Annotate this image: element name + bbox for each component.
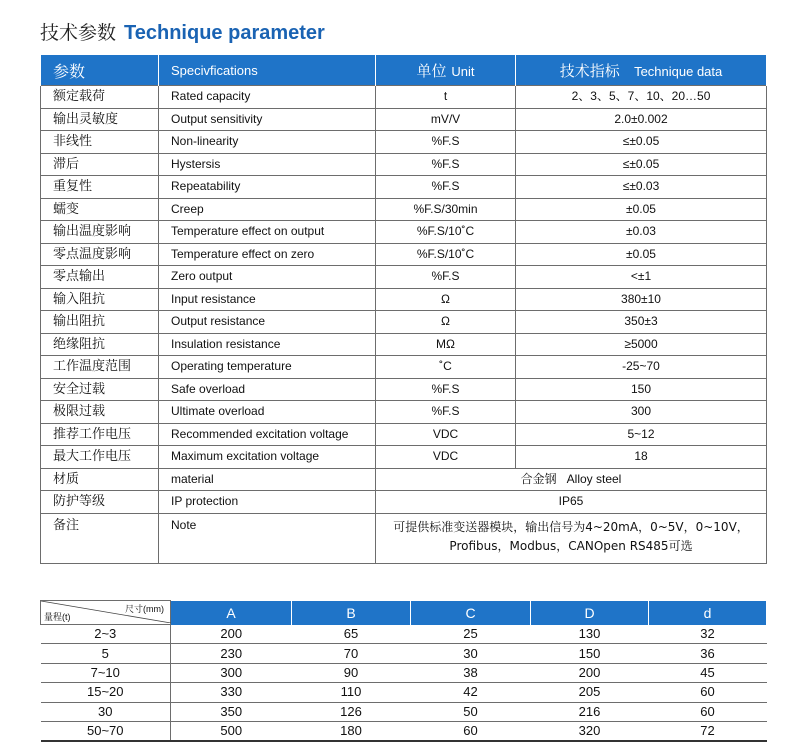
dim-value-cell: 70 — [292, 644, 411, 663]
dim-value-cell: 42 — [411, 683, 531, 702]
param-en: Non-linearity — [159, 131, 376, 154]
dim-row — [41, 721, 767, 741]
param-value: ≤±0.05 — [516, 153, 767, 176]
dim-value-cell: 45 — [649, 663, 767, 682]
param-cn: 材质 — [41, 468, 159, 491]
param-cn: 蠕变 — [41, 198, 159, 221]
param-cn: 输出阻抗 — [41, 311, 159, 334]
dim-corner-cell — [41, 601, 171, 625]
dim-value-cell: 216 — [531, 702, 649, 721]
dim-row — [41, 625, 767, 644]
param-en: IP protection — [159, 491, 376, 514]
dim-value-cell: 72 — [649, 721, 767, 741]
param-value: ±0.05 — [516, 198, 767, 221]
dim-value-cell: 36 — [649, 644, 767, 663]
dim-range-cell: 5 — [41, 644, 171, 663]
note-text: 可提供标准变送器模块，输出信号为4~20mA，0~5V，0~10V， Profibus，Modbus，CANOpen RS485可选 — [376, 513, 767, 563]
dim-value-cell: 200 — [531, 663, 649, 682]
dim-value-cell: 300 — [171, 663, 292, 682]
spec-row — [41, 288, 767, 311]
spec-row — [41, 378, 767, 401]
param-value: 350±3 — [516, 311, 767, 334]
param-value: 18 — [516, 446, 767, 469]
param-value: 150 — [516, 378, 767, 401]
param-cn: 推荐工作电压 — [41, 423, 159, 446]
param-cn: 重复性 — [41, 176, 159, 199]
param-value: ±0.03 — [516, 221, 767, 244]
param-value: 2、3、5、7、10、20…50 — [516, 86, 767, 109]
param-unit: %F.S — [376, 401, 516, 424]
dim-value-cell: 320 — [531, 721, 649, 741]
param-en: Safe overload — [159, 378, 376, 401]
param-unit: Ω — [376, 288, 516, 311]
param-unit: VDC — [376, 446, 516, 469]
spec-row — [41, 446, 767, 469]
param-unit: %F.S — [376, 131, 516, 154]
dim-value-cell: 50 — [411, 702, 531, 721]
param-cn: 输出灵敏度 — [41, 108, 159, 131]
dim-value-cell: 350 — [171, 702, 292, 721]
param-unit: %F.S — [376, 378, 516, 401]
param-cn: 输出温度影响 — [41, 221, 159, 244]
dim-row — [41, 663, 767, 682]
dim-row — [41, 644, 767, 663]
param-en: Output resistance — [159, 311, 376, 334]
param-value: ≤±0.03 — [516, 176, 767, 199]
param-cn: 极限过载 — [41, 401, 159, 424]
param-en: Ultimate overload — [159, 401, 376, 424]
dim-value-cell: 200 — [171, 625, 292, 644]
param-cn: 零点温度影响 — [41, 243, 159, 266]
param-cn: 非线性 — [41, 131, 159, 154]
param-unit: VDC — [376, 423, 516, 446]
header-param: 参数 — [41, 55, 159, 86]
param-cn: 工作温度范围 — [41, 356, 159, 379]
spec-row — [41, 401, 767, 424]
param-cn: 安全过载 — [41, 378, 159, 401]
header-unit: 单位 Unit — [376, 55, 516, 86]
param-en: material — [159, 468, 376, 491]
param-cn: 零点输出 — [41, 266, 159, 289]
param-value: 合金钢 Alloy steel — [376, 468, 767, 491]
dim-range-cell: 50~70 — [41, 721, 171, 741]
param-value: ≥5000 — [516, 333, 767, 356]
dim-range-cell: 15~20 — [41, 683, 171, 702]
spec-row — [41, 243, 767, 266]
dim-value-cell: 205 — [531, 683, 649, 702]
dim-value-cell: 60 — [411, 721, 531, 741]
dim-value-cell: 330 — [171, 683, 292, 702]
param-cn: 备注 — [41, 513, 159, 563]
dim-row — [41, 683, 767, 702]
param-unit: %F.S/10˚C — [376, 243, 516, 266]
param-en: Rated capacity — [159, 86, 376, 109]
param-cn: 输入阻抗 — [41, 288, 159, 311]
param-cn: 防护等级 — [41, 491, 159, 514]
dim-header-row — [41, 601, 767, 625]
param-value: ±0.05 — [516, 243, 767, 266]
spec-row — [41, 356, 767, 379]
dim-value-cell: 60 — [649, 702, 767, 721]
param-en: Input resistance — [159, 288, 376, 311]
spec-row — [41, 311, 767, 334]
param-unit: %F.S — [376, 266, 516, 289]
dim-range-cell: 2~3 — [41, 625, 171, 644]
param-unit: ˚C — [376, 356, 516, 379]
param-unit: %F.S — [376, 176, 516, 199]
param-unit: %F.S/10˚C — [376, 221, 516, 244]
dim-value-cell: 32 — [649, 625, 767, 644]
spec-row — [41, 221, 767, 244]
spec-row — [41, 266, 767, 289]
dim-value-cell: 126 — [292, 702, 411, 721]
corner-range-label: 量程(t) — [44, 612, 71, 622]
param-unit: mV/V — [376, 108, 516, 131]
title-cn: 技术参数 — [40, 22, 117, 44]
param-unit: t — [376, 86, 516, 109]
dim-value-cell: 30 — [411, 644, 531, 663]
header-data: 技术指标 Technique data — [516, 55, 767, 86]
param-cn: 滞后 — [41, 153, 159, 176]
param-unit: Ω — [376, 311, 516, 334]
dim-value-cell: 38 — [411, 663, 531, 682]
corner-size-label: 尺寸(mm) — [125, 604, 164, 614]
param-value: <±1 — [516, 266, 767, 289]
dim-col-header: D — [531, 601, 649, 625]
dim-value-cell: 150 — [531, 644, 649, 663]
param-en: Hystersis — [159, 153, 376, 176]
header-specs: Specivfications — [159, 55, 376, 86]
param-cn: 绝缘阻抗 — [41, 333, 159, 356]
dim-value-cell: 60 — [649, 683, 767, 702]
param-en: Creep — [159, 198, 376, 221]
param-value: ≤±0.05 — [516, 131, 767, 154]
dim-value-cell: 90 — [292, 663, 411, 682]
spec-row — [41, 176, 767, 199]
spec-header-row — [41, 55, 767, 86]
spec-row — [41, 131, 767, 154]
dim-col-header: d — [649, 601, 767, 625]
dim-col-header: B — [292, 601, 411, 625]
dim-col-header: A — [171, 601, 292, 625]
dim-range-cell: 7~10 — [41, 663, 171, 682]
title-en: Technique parameter — [124, 22, 325, 44]
param-cn: 额定载荷 — [41, 86, 159, 109]
param-value: -25~70 — [516, 356, 767, 379]
dim-value-cell: 110 — [292, 683, 411, 702]
dim-value-cell: 230 — [171, 644, 292, 663]
param-value: IP65 — [376, 491, 767, 514]
spec-row — [41, 86, 767, 109]
spec-row — [41, 108, 767, 131]
spec-row-note — [41, 513, 767, 563]
spec-row-material — [41, 468, 767, 491]
dim-col-header: C — [411, 601, 531, 625]
dim-value-cell: 130 — [531, 625, 649, 644]
dim-value-cell: 65 — [292, 625, 411, 644]
param-unit: %F.S — [376, 153, 516, 176]
spec-row — [41, 198, 767, 221]
spec-row — [41, 333, 767, 356]
dim-value-cell: 180 — [292, 721, 411, 741]
dim-value-cell: 500 — [171, 721, 292, 741]
param-unit: %F.S/30min — [376, 198, 516, 221]
param-en: Repeatability — [159, 176, 376, 199]
spec-table — [40, 55, 767, 564]
dim-range-cell: 30 — [41, 702, 171, 721]
param-en: Maximum excitation voltage — [159, 446, 376, 469]
dim-row — [41, 702, 767, 721]
param-value: 380±10 — [516, 288, 767, 311]
param-en: Note — [159, 513, 376, 563]
param-en: Output sensitivity — [159, 108, 376, 131]
dimension-table — [40, 600, 767, 742]
param-en: Zero output — [159, 266, 376, 289]
param-en: Temperature effect on zero — [159, 243, 376, 266]
spec-row — [41, 153, 767, 176]
spec-row-ip — [41, 491, 767, 514]
dim-value-cell: 25 — [411, 625, 531, 644]
param-value: 300 — [516, 401, 767, 424]
spec-row — [41, 423, 767, 446]
param-value: 2.0±0.002 — [516, 108, 767, 131]
param-en: Recommended excitation voltage — [159, 423, 376, 446]
param-unit: MΩ — [376, 333, 516, 356]
param-value: 5~12 — [516, 423, 767, 446]
param-cn: 最大工作电压 — [41, 446, 159, 469]
param-en: Temperature effect on output — [159, 221, 376, 244]
param-en: Operating temperature — [159, 356, 376, 379]
page-title — [40, 18, 325, 45]
param-en: Insulation resistance — [159, 333, 376, 356]
